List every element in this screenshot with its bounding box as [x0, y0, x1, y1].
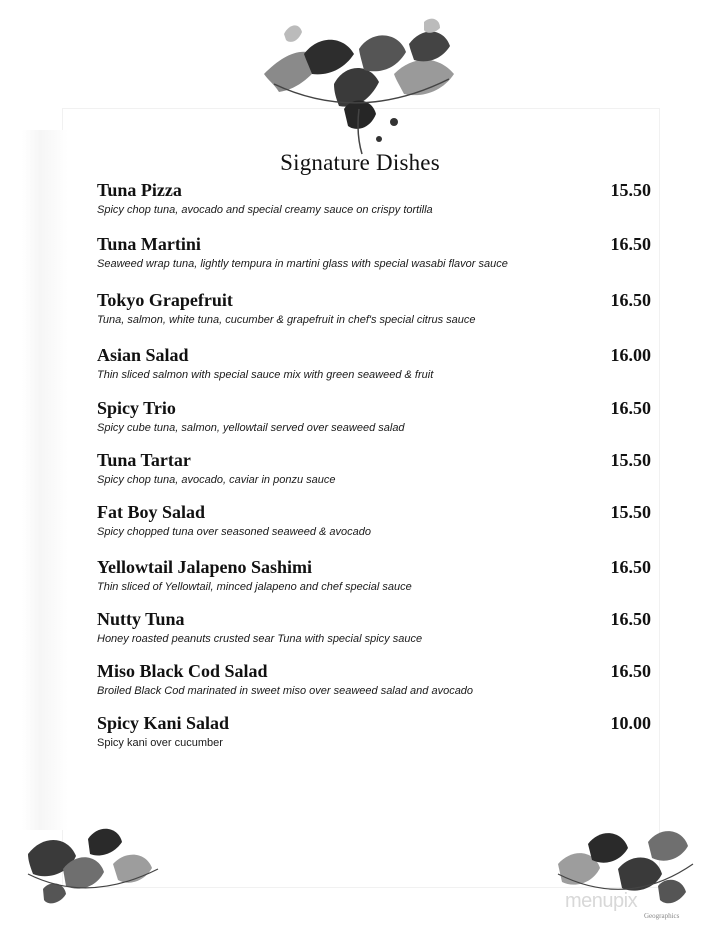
menu-item: [97, 398, 651, 442]
menu-item: [97, 661, 651, 705]
item-price: 16.50: [610, 398, 651, 418]
item-price: 16.50: [610, 290, 651, 310]
item-price: 16.50: [610, 557, 651, 577]
item-name: Tuna Martini: [97, 234, 201, 254]
item-price: 10.00: [610, 713, 651, 733]
item-description: Spicy cube tuna, salmon, yellowtail served over seaweed salad: [97, 422, 405, 434]
menu-item: [97, 609, 651, 653]
item-name: Tuna Pizza: [97, 180, 182, 200]
item-description: Honey roasted peanuts crusted sear Tuna with special spicy sauce: [97, 633, 423, 645]
item-price: 16.50: [610, 609, 651, 629]
menu-item: [97, 713, 651, 757]
item-name: Spicy Kani Salad: [97, 713, 230, 733]
item-description: Thin sliced of Yellowtail, minced jalapeno and chef special sauce: [97, 581, 412, 593]
item-name: Fat Boy Salad: [97, 502, 206, 522]
item-description: Seaweed wrap tuna, lightly tempura in martini glass with special wasabi flavor sauce: [97, 258, 508, 270]
ivy-ornament-bottom-left: [18, 814, 170, 918]
menu-item: [97, 557, 651, 601]
item-price: 15.50: [610, 502, 651, 522]
item-name: Miso Black Cod Salad: [97, 661, 268, 681]
item-description: Thin sliced salmon with special sauce mix with green seaweed & fruit: [97, 369, 434, 381]
item-name: Asian Salad: [97, 345, 189, 365]
watermark-sub: Geographics: [644, 912, 680, 920]
menu-item: [97, 450, 651, 494]
menu-item: [97, 290, 651, 334]
menu-frame: [62, 108, 660, 888]
watermark-logo: menupix: [565, 890, 638, 912]
item-description: Tuna, salmon, white tuna, cucumber & grapefruit in chef's special citrus sauce: [97, 314, 476, 326]
item-description: Spicy chop tuna, avocado, caviar in ponzu sauce: [97, 474, 336, 486]
item-description: Broiled Black Cod marinated in sweet miso over seaweed salad and avocado: [97, 685, 474, 697]
item-price: 16.50: [610, 234, 651, 254]
item-price: 15.50: [610, 180, 651, 200]
item-description: Spicy chop tuna, avocado and special creamy sauce on crispy tortilla: [97, 204, 433, 216]
item-name: Yellowtail Jalapeno Sashimi: [97, 557, 313, 577]
menu-item: [97, 180, 651, 224]
item-price: 16.00: [610, 345, 651, 365]
item-price: 16.50: [610, 661, 651, 681]
frame-scroll-decoration: [22, 130, 68, 830]
item-name: Tuna Tartar: [97, 450, 191, 470]
item-name: Nutty Tuna: [97, 609, 185, 629]
menu-title: Signature Dishes: [280, 150, 440, 175]
item-price: 15.50: [610, 450, 651, 470]
menu-item: [97, 234, 651, 278]
item-name: Spicy Trio: [97, 398, 176, 418]
menu-item: [97, 345, 651, 389]
item-name: Tokyo Grapefruit: [97, 290, 233, 310]
item-description: Spicy kani over cucumber: [97, 737, 223, 749]
ivy-ornament-top: [244, 14, 474, 164]
menu-item: [97, 502, 651, 546]
item-description: Spicy chopped tuna over seasoned seaweed & avocado: [97, 526, 371, 538]
